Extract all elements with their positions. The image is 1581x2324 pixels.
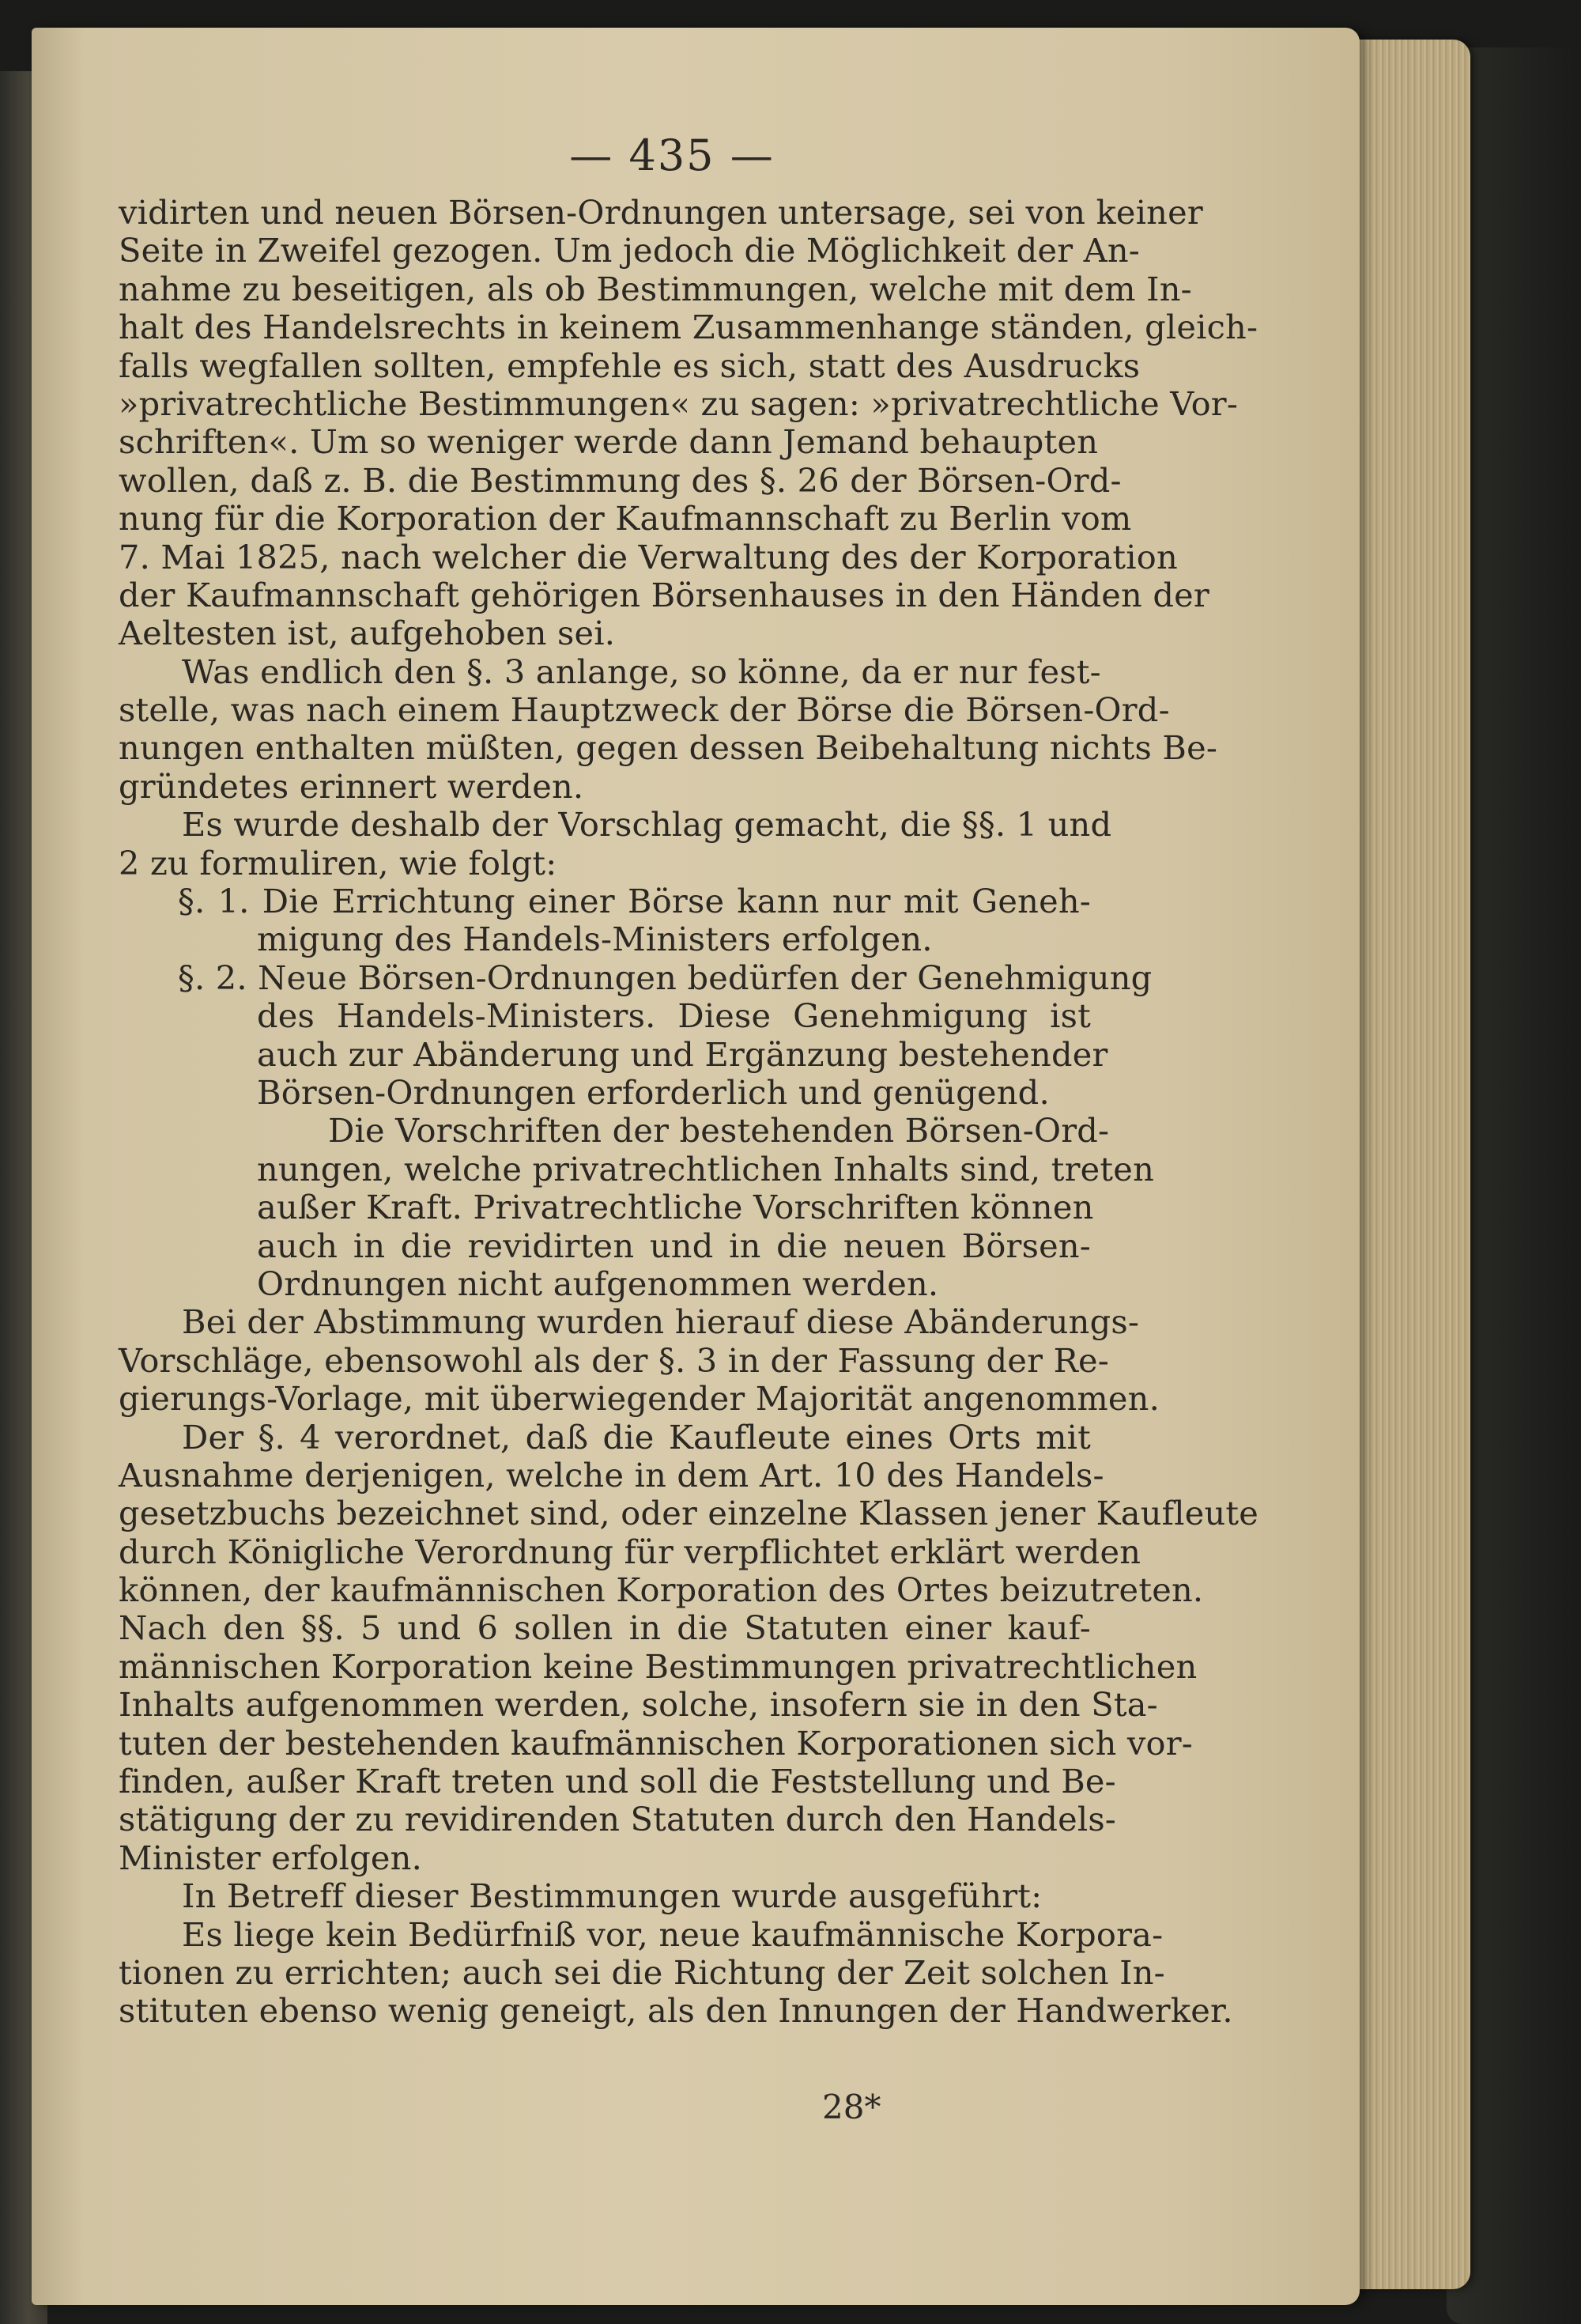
text-line: außer Kraft. Privatrechtliche Vorschriften können <box>257 1188 1094 1227</box>
text-line: Vorschläge, ebensowohl als der §. 3 in der Fassung der Re- <box>119 1340 1110 1380</box>
text-line: Seite in Zweifel gezogen. Um jedoch die Möglichkeit der An- <box>119 231 1140 270</box>
text-line: nungen enthalten müßten, gegen dessen Beibehaltung nichts Be- <box>119 728 1218 768</box>
text-line: migung des Handels-Ministers erfolgen. <box>257 920 933 959</box>
text-line: Ausnahme derjenigen, welche in dem Art. 10 des Handels- <box>119 1455 1104 1495</box>
text-line: stelle, was nach einem Hauptzweck der Börse die Börsen-Ord- <box>119 690 1170 730</box>
text-line: Die Vorschriften der bestehenden Börsen-Ord- <box>328 1111 1110 1151</box>
body-text <box>119 193 1259 2031</box>
text-line: durch Königliche Verordnung für verpflichtet erklärt werden <box>119 1532 1141 1571</box>
text-line: Bei der Abstimmung wurden hierauf diese Abänderungs- <box>182 1302 1140 1342</box>
text-line: »privatrechtliche Bestimmungen« zu sagen: »privatrechtliche Vor- <box>119 384 1239 423</box>
text-line: nung für die Korporation der Kaufmannschaft zu Berlin vom <box>119 499 1132 538</box>
text-line: Es wurde deshalb der Vorschlag gemacht, die §§. 1 und <box>182 805 1112 845</box>
text-line: Was endlich den §. 3 anlange, so könne, da er nur fest- <box>182 652 1101 691</box>
text-line: Der §. 4 verordnet, daß die Kaufleute eines Orts mit <box>182 1417 1091 1457</box>
text-line: Minister erfolgen. <box>119 1838 422 1877</box>
text-line: des Handels-Ministers. Diese Genehmigung ist <box>257 996 1091 1036</box>
text-line: Inhalts aufgenommen werden, solche, insofern sie in den Sta- <box>119 1685 1158 1725</box>
text-line: stituten ebenso wenig geneigt, als den Innungen der Handwerker. <box>119 1991 1233 2031</box>
text-line: 2 zu formuliren, wie folgt: <box>119 843 557 882</box>
signature-mark: 28* <box>822 2088 881 2126</box>
text-line: tionen zu errichten; auch sei die Richtung der Zeit solchen In- <box>119 1952 1165 1992</box>
text-line: wollen, daß z. B. die Bestimmung des §. 26 der Börsen-Ord- <box>119 460 1122 500</box>
text-line: Nach den §§. 5 und 6 sollen in die Statuten einer kauf- <box>119 1608 1091 1648</box>
text-line: gründetes erinnert werden. <box>119 766 584 806</box>
text-line: Es liege kein Bedürfniß vor, neue kaufmännische Korpora- <box>182 1914 1164 1954</box>
text-line: nungen, welche privatrechtlichen Inhalts sind, treten <box>257 1149 1154 1188</box>
text-line: nahme zu beseitigen, als ob Bestimmungen, welche mit dem In- <box>119 269 1192 308</box>
text-line: halt des Handelsrechts in keinem Zusammenhange ständen, gleich- <box>119 308 1258 347</box>
text-line: tuten der bestehenden kaufmännischen Korporationen sich vor- <box>119 1723 1193 1763</box>
text-line: 7. Mai 1825, nach welcher die Verwaltung des der Korporation <box>119 537 1178 576</box>
text-line: der Kaufmannschaft gehörigen Börsenhauses in den Händen der <box>119 575 1209 614</box>
text-line: §. 2. Neue Börsen-Ordnungen bedürfen der Genehmigung <box>178 958 1153 997</box>
text-line: Aeltesten ist, aufgehoben sei. <box>119 614 616 653</box>
text-line: auch in die revidirten und in die neuen Börsen- <box>257 1226 1091 1265</box>
text-line: schriften«. Um so weniger werde dann Jemand behaupten <box>119 422 1099 462</box>
text-line: gierungs-Vorlage, mit überwiegender Majorität angenommen. <box>119 1379 1160 1419</box>
text-line: vidirten und neuen Börsen-Ordnungen untersage, sei von keiner <box>119 193 1203 232</box>
text-line: männischen Korporation keine Bestimmungen privatrechtlichen <box>119 1646 1198 1686</box>
text-line: gesetzbuchs bezeichnet sind, oder einzelne Klassen jener Kaufleute <box>119 1494 1259 1533</box>
text-line: falls wegfallen sollten, empfehle es sich, statt des Ausdrucks <box>119 346 1141 385</box>
page-number-header: — 435 — <box>569 130 775 180</box>
text-line: §. 1. Die Errichtung einer Börse kann nur mit Geneh- <box>178 882 1091 921</box>
text-line: stätigung der zu revidirenden Statuten durch den Handels- <box>119 1800 1117 1839</box>
text-line: Börsen-Ordnungen erforderlich und genügend. <box>257 1072 1050 1112</box>
text-line: auch zur Abänderung und Ergänzung bestehender <box>257 1034 1108 1074</box>
text-line: Ordnungen nicht aufgenommen werden. <box>257 1264 939 1303</box>
text-line: In Betreff dieser Bestimmungen wurde ausgeführt: <box>182 1876 1043 1916</box>
text-line: finden, außer Kraft treten und soll die Feststellung und Be- <box>119 1762 1116 1801</box>
text-line: können, der kaufmännischen Korporation des Ortes beizutreten. <box>119 1570 1204 1610</box>
